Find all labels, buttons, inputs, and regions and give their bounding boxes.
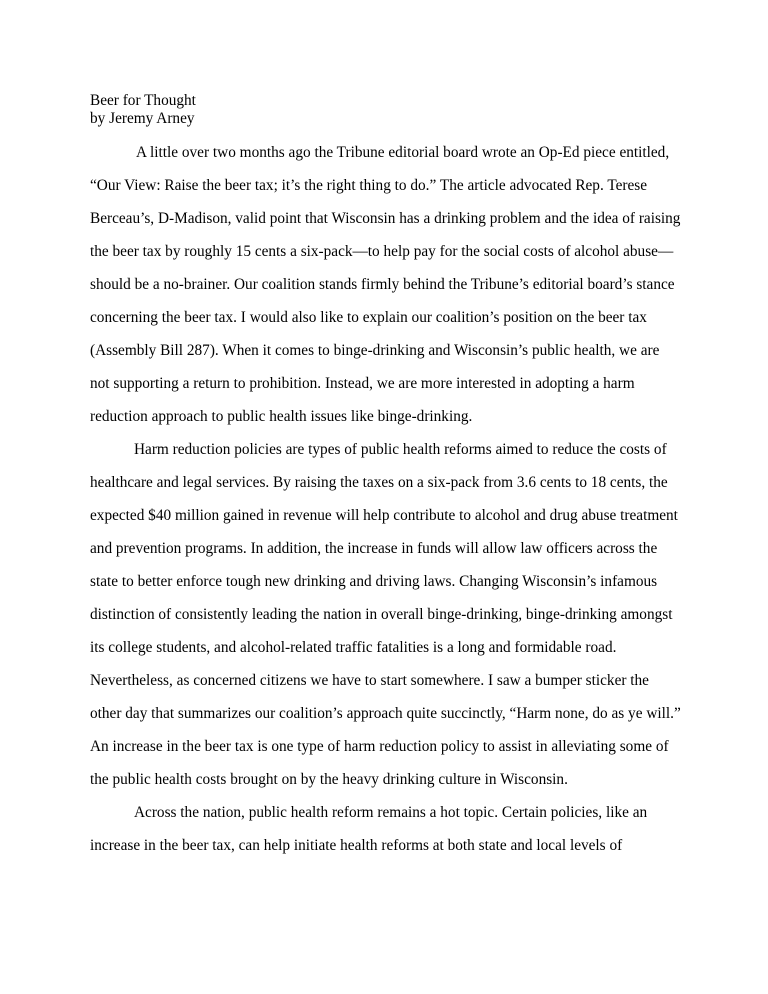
document-byline: by Jeremy Arney: [90, 110, 195, 127]
document-body: [90, 136, 682, 862]
paragraph: Harm reduction policies are types of public health reforms aimed to reduce the costs of healthcare and legal services. By raising the taxes on a six-pack from 3.6 cents to 18 cents, the expected $40 million gained in revenue will help contribute to alcohol and drug abuse treatment and prevention programs. In addition, the increase in funds will allow law officers across the state to better enforce tough new drinking and driving laws. Changing Wisconsin’s infamous distinction of consistently leading the nation in overall binge-drinking, binge-drinking amongst its college students, and alcohol-related traffic fatalities is a long and formidable road. Nevertheless, as concerned citizens we have to start somewhere. I saw a bumper sticker the other day that summarizes our coalition’s approach quite succinctly, “Harm none, do as ye will.” An increase in the beer tax is one type of harm reduction policy to assist in alleviating some of the public health costs brought on by the heavy drinking culture in Wisconsin.: [90, 441, 681, 788]
paragraph: Across the nation, public health reform remains a hot topic. Certain policies, like an increase in the beer tax, can help initiate health reforms at both state and local levels of: [90, 804, 648, 854]
document-title: Beer for Thought: [90, 92, 196, 109]
paragraph: A little over two months ago the Tribune editorial board wrote an Op-Ed piece entitled, “Our View: Raise the beer tax; it’s the right thing to do.” The article advocated Rep. Terese Berceau’s, D-Madison, valid point that Wisconsin has a drinking problem and the idea of raising the beer tax by roughly 15 cents a six-pack—to help pay for the social costs of alcohol abuse—should be a no-brainer. Our coalition stands firmly behind the Tribune’s editorial board’s stance concerning the beer tax. I would also like to explain our coalition’s position on the beer tax (Assembly Bill 287). When it comes to binge-drinking and Wisconsin’s public health, we are not supporting a return to prohibition. Instead, we are more interested in adopting a harm reduction approach to public health issues like binge-drinking.: [90, 144, 681, 425]
